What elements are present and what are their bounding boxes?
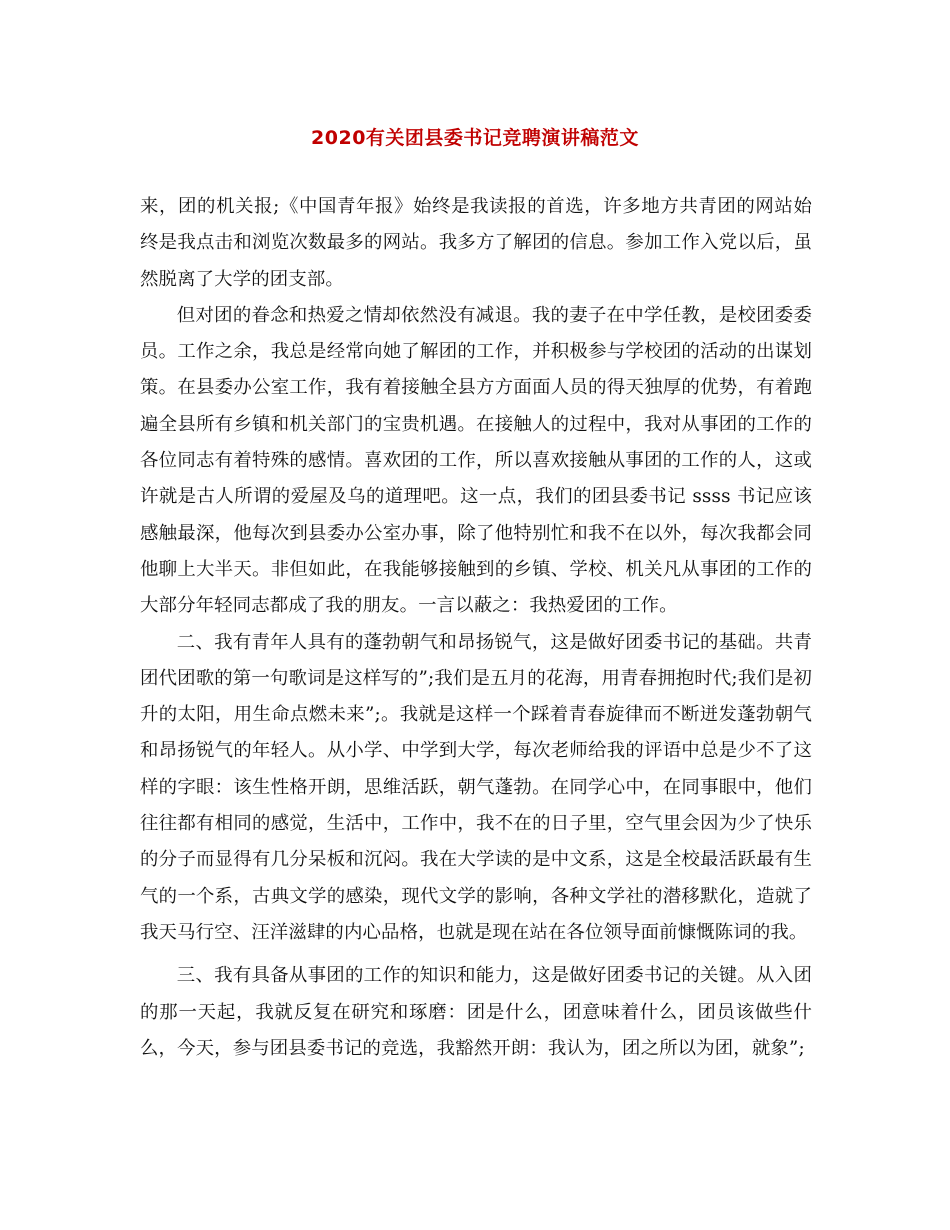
document-body [140, 189, 812, 1067]
document-title: 2020有关团县委书记竞聘演讲稿范文 [311, 127, 639, 149]
paragraph-3: 二、我有青年人具有的蓬勃朝气和昂扬锐气，这是做好团委书记的基础。共青团代团歌的第一句歌词是这样写的”;我们是五月的花海，用青春拥抱时代;我们是初升的太阳，用生命点燃未来”;。我就是这样一个踩着青春旋律而不断迸发蓬勃朝气和昂扬锐气的年轻人。从小学、中学到大学，每次老师给我的评语中总是少不了这样的字眼：该生性格开朗，思维活跃，朝气蓬勃。在同学心中，在同事眼中，他们往往都有相同的感觉，生活中，工作中，我不在的日子里，空气里会因为少了快乐的分子而显得有几分呆板和沉闷。我在大学读的是中文系，这是全校最活跃最有生气的一个系，古典文学的感染，现代文学的影响，各种文学社的潜移默化，造就了我天马行空、汪洋滋肆的内心品格，也就是现在站在各位领导面前慷慨陈词的我。 [140, 631, 812, 943]
paragraph-4: 三、我有具备从事团的工作的知识和能力，这是做好团委书记的关键。从入团的那一天起，我就反复在研究和琢磨：团是什么，团意味着什么，团员该做些什么，今天，参与团县委书记的竞选，我豁然开朗：我认为，团之所以为团，就象”; [140, 965, 812, 1059]
paragraph-2: 但对团的眷念和热爱之情却依然没有减退。我的妻子在中学任教，是校团委委员。工作之余，我总是经常向她了解团的工作，并积极参与学校团的活动的出谋划策。在县委办公室工作，我有着接触全县方方面面人员的得天独厚的优势，有着跑遍全县所有乡镇和机关部门的宝贵机遇。在接触人的过程中，我对从事团的工作的各位同志有着特殊的感情。喜欢团的工作，所以喜欢接触从事团的工作的人，这或许就是古人所谓的爱屋及乌的道理吧。这一点，我们的团县委书记 ssss 书记应该感触最深，他每次到县委办公室办事，除了他特别忙和我不在以外，每次我都会同他聊上大半天。非但如此，在我能够接触到的乡镇、学校、机关凡从事团的工作的大部分年轻同志都成了我的朋友。一言以蔽之：我热爱团的工作。 [140, 304, 812, 617]
paragraph-1: 来，团的机关报;《中国青年报》始终是我读报的首选，许多地方共青团的网站始终是我点击和浏览次数最多的网站。我多方了解团的信息。参加工作入党以后，虽然脱离了大学的团支部。 [140, 196, 812, 290]
